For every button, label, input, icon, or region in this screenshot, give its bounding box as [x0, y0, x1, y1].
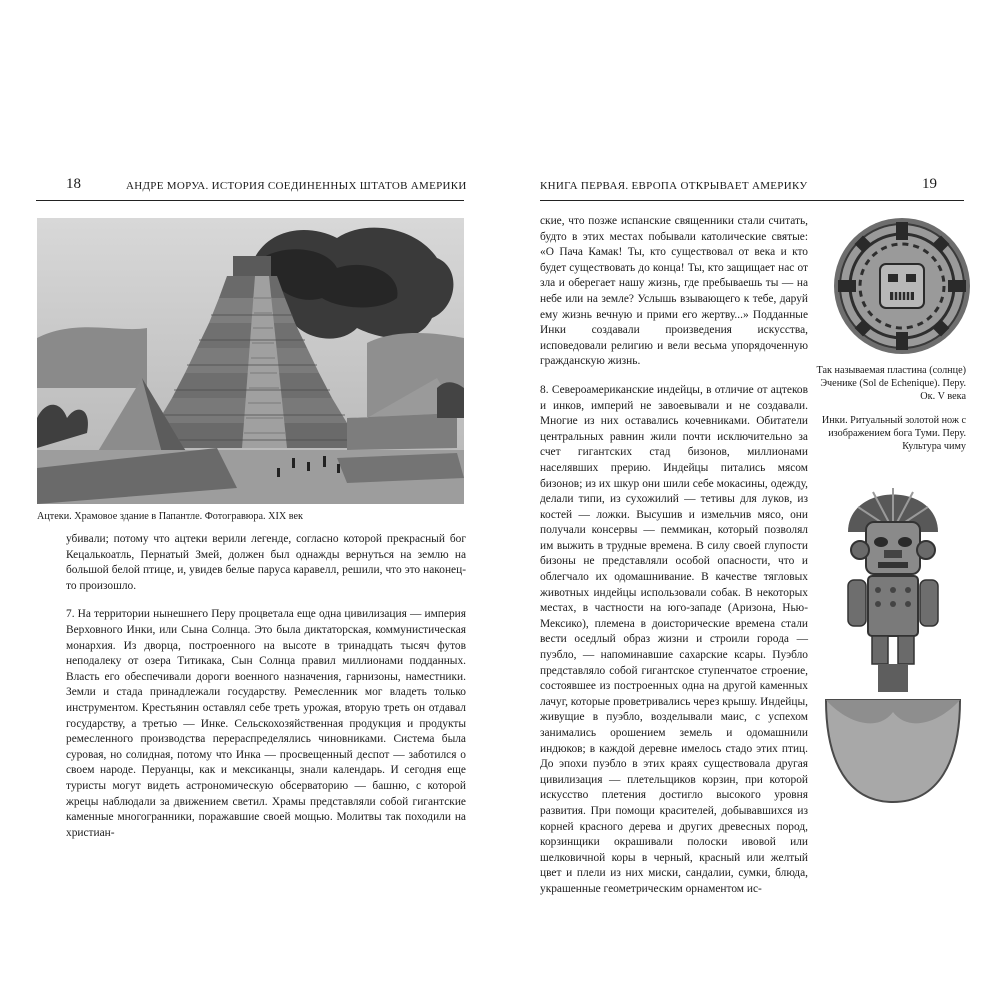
header-rule-left: [36, 200, 464, 201]
tumi-knife-image: [818, 462, 968, 812]
running-head-left: АНДРЕ МОРУА. ИСТОРИЯ СОЕДИНЕННЫХ ШТАТОВ АМЕРИКИ: [126, 180, 467, 192]
page-number-left: 18: [66, 176, 81, 192]
right-paragraph-1: ские, что позже испанские священники стали считать, будто в этих местах побывали католические святые: «О Пача Камак! Ты, кто существовал от века и кто будет существовать до конца! Ты, кто защищает нас от зла и оберегает нашу жизнь, где пребываешь ты — на небе или на земле? Услышь взывающего к тебе, даруй ему жизнь вечную и прими его жертву...» Подданные Инки создавали произведения искусства, исповедовали религию и вели весьма упорядоченную гражданскую жизнь.: [540, 215, 808, 368]
running-head-right: КНИГА ПЕРВАЯ. ЕВРОПА ОТКРЫВАЕТ АМЕРИКУ: [540, 180, 808, 192]
header-rule-right: [540, 200, 964, 201]
temple-caption: Ацтеки. Храмовое здание в Папантле. Фотогравюра. XIX век: [37, 511, 303, 522]
tumi-knife-caption: Инки. Ритуальный золотой нож с изображением бога Туми. Перу. Культура чиму: [821, 415, 966, 452]
sun-disk-image: [832, 216, 972, 356]
left-body-text: [66, 532, 466, 841]
left-paragraph-2: 7. На территории нынешнего Перу процветала еще одна цивилизация — империя Верховного Инки, или Сына Солнца. Это была диктаторская, коммунистическая монархия. Из дворца, построенного на высоте в тринадцать тысяч футов неподалеку от озера Титикака, Сын Солнца правил миллионами подданных. Власть его обеспечивали дороги военного назначения, гарнизоны, наместники. Земли и стада принадлежали государству. Ремесленник мог владеть только инструментом. Крестьянин оставлял себе треть урожая, вторую треть он отдавал государству, а третью — Инке. Сельскохозяйственная продукция и продукты ремесленного производства перераспределялись чиновниками. Система была суровая, но солидная, потому что Инка — просвещенный деспот — заботился о своем народе. Перуанцы, как и мексиканцы, знали календарь. И сегодня еще туристы могут видеть астрономическую обсерваторию — башню, с которой жрецы наблюдали за движением светил. Храмы представляли собой гигантские каменные многогранники, поражавшие своей мощью. Молитвы так походили на христиан-: [66, 608, 466, 839]
page-number-right: 19: [922, 176, 937, 192]
left-paragraph-1: убивали; потому что ацтеки верили легенде, согласно которой прекрасный бог Кецалькоатль, Пернатый Змей, должен был однажды вернуться на землю на большой белой птице, и, увидев белые паруса каравелл, решили, что это наконец-то произошло.: [66, 533, 466, 592]
sun-disk-caption: Так называемая пластина (солнце) Эченике (Sol de Echenique). Перу. Ок. V века: [816, 365, 966, 402]
temple-engraving: [37, 218, 464, 504]
right-paragraph-2: 8. Североамериканские индейцы, в отличие от ацтеков и инков, империй не завоевывали и не создавали. Многие из них оставались кочевниками. Обитатели центральных равнин жили почти исключительно за счет гигантских стад бизонов, миллионами населявших прерию. Индейцы питались мясом бизонов; из их шкур они шили себе мокасины, одежду, делали типи, из сухожилий — тетивы для луков, из костей — ложки. Высушив и измельчив мясо, они получали консервы — пеммикан, который позволял им выжить в трудные времена. В силу своей глупости бизоны не представляли особой опасности, что и облегчало их одомашнивание. В качестве тягловых животных индейцы использовали собак. В некоторых местах, в частности на юго-западе (Аризона, Нью-Мексико), племена в доисторические времена стали вести оседлый образ жизни и строили города — пуэбло, — напоминавшие сахарские ксары. Пуэбло представляло собой гигантское ступенчатое строение, состоявшее из построенных одна на другой каменных лачуг, которые проветривались через крышу. Индейцы, живущие в пуэбло, возделывали маис, с успехом занимались орошением земель и одомашнили индюков; в каждой деревне имелось стадо этих птиц. До эпохи пуэбло в этих краях существовала другая цивилизация — плетельщиков корзин, при которой искусство плетения достигло высокого уровня развития. При помощи красителей, добывавшихся из корней красного дерева и других древесных пород, корзинщики окрашивали полоски ивовой или шелковичной коры в черный, красный или желтый цвет и плели из них миски, сандалии, сумки, блюда, украшенные геометрическим орнаментом ис-: [540, 383, 808, 895]
right-body-text: [540, 214, 808, 898]
